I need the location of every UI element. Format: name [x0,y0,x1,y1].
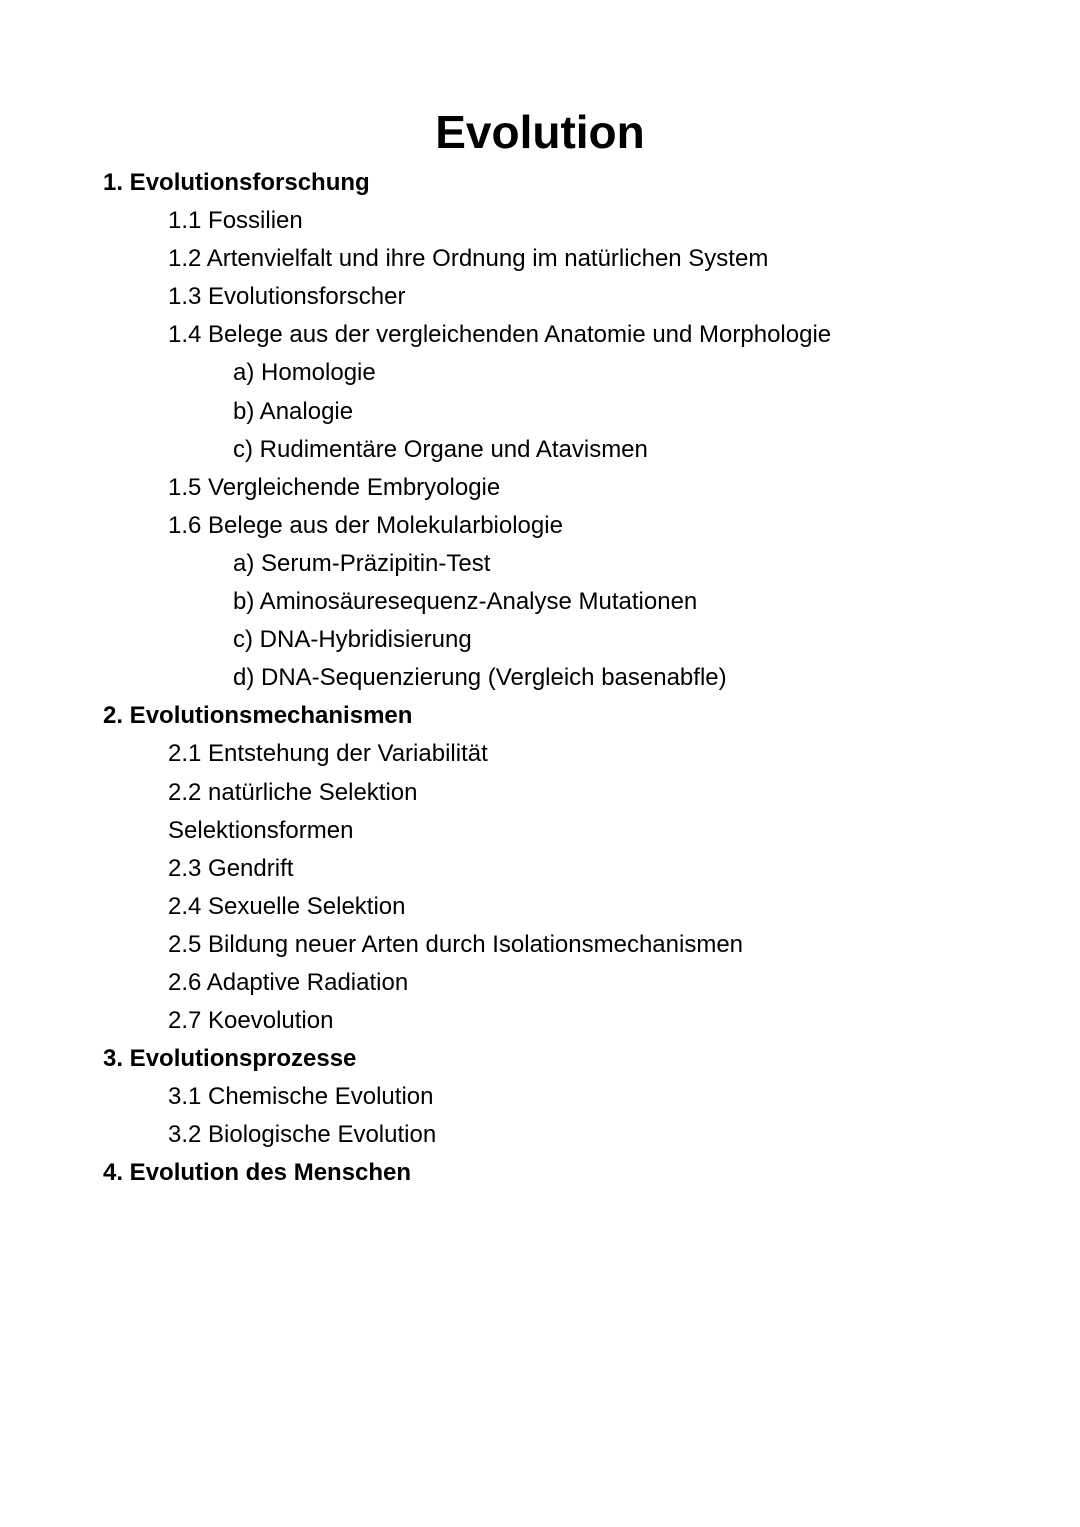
toc-subsection: 2.4 Sexuelle Selektion [168,892,406,920]
toc-subsection: 2.2 natürliche Selektion [168,778,418,806]
toc-section: 3. Evolutionsprozesse [103,1045,357,1073]
table-of-contents [0,164,1080,1193]
toc-subsection: 3.1 Chemische Evolution [168,1083,434,1111]
toc-item: b) Aminosäuresequenz-Analyse Mutationen [233,588,698,616]
toc-subsection: 1.3 Evolutionsforscher [168,283,406,311]
toc-subsection: 2.7 Koevolution [168,1007,334,1035]
toc-subsection: Selektionsformen [168,816,354,844]
toc-subsection: 3.2 Biologische Evolution [168,1121,437,1149]
toc-subsection: 1.2 Artenvielfalt und ihre Ordnung im natürlichen System [168,245,769,273]
toc-section: 2. Evolutionsmechanismen [103,702,413,730]
toc-subsection: 1.1 Fossilien [168,207,303,235]
toc-subsection: 2.5 Bildung neuer Arten durch Isolationsmechanismen [168,930,744,958]
toc-subsection: 2.3 Gendrift [168,854,294,882]
document-title: Evolution [435,106,645,158]
toc-item: a) Serum-Präzipitin-Test [233,549,491,577]
toc-item: b) Analogie [233,397,354,425]
toc-subsection: 2.6 Adaptive Radiation [168,968,409,996]
toc-item: d) DNA-Sequenzierung (Vergleich basenabfle) [233,664,727,692]
toc-subsection: 2.1 Entstehung der Variabilität [168,740,488,768]
toc-item: c) Rudimentäre Organe und Atavismen [233,435,648,463]
toc-section: 4. Evolution des Menschen [103,1159,412,1187]
toc-section: 1. Evolutionsforschung [103,169,370,196]
toc-item: a) Homologie [233,359,376,387]
toc-item: c) DNA-Hybridisierung [233,626,472,654]
toc-subsection: 1.5 Vergleichende Embryologie [168,473,501,501]
toc-subsection: 1.6 Belege aus der Molekularbiologie [168,511,563,539]
toc-subsection: 1.4 Belege aus der vergleichenden Anatomie und Morphologie [168,321,832,349]
